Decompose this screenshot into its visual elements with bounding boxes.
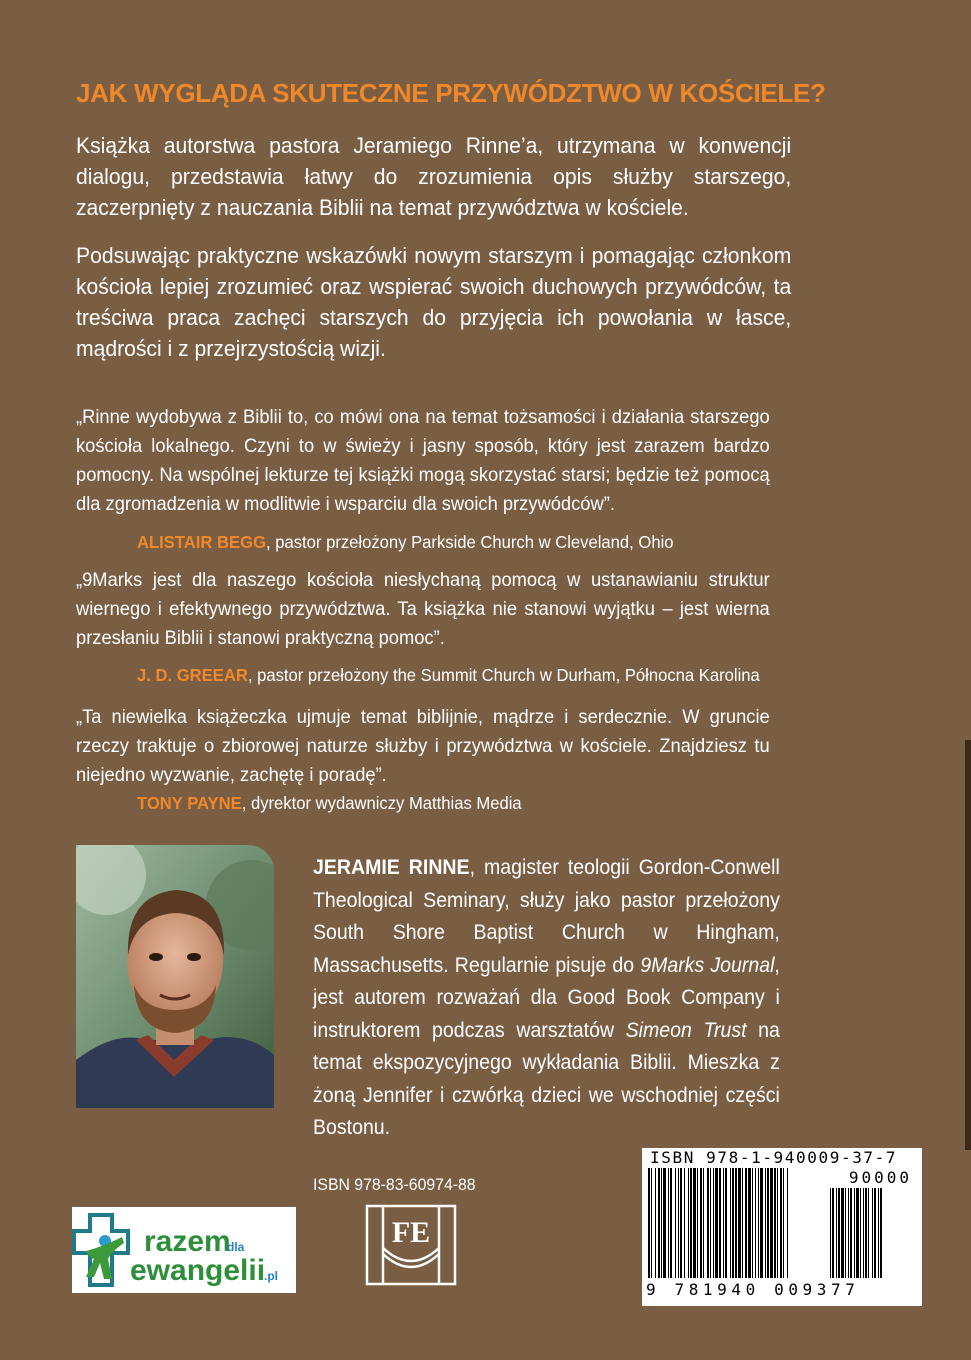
barcode-bar — [658, 1168, 660, 1278]
barcode-bar — [697, 1168, 698, 1278]
isbn-barcode — [642, 1148, 922, 1306]
barcode-bar — [715, 1168, 718, 1278]
barcode-bar — [745, 1168, 747, 1278]
endorser-role: , pastor przełożony the Summit Church w Durham, Północna Karolina — [247, 665, 760, 685]
endorsement-attribution-3 — [137, 793, 522, 814]
barcode-bar — [693, 1168, 696, 1278]
barcode-bar — [678, 1168, 679, 1278]
barcode-addon-bar — [865, 1188, 867, 1278]
barcode-bar — [680, 1168, 682, 1278]
barcode-bar — [777, 1168, 778, 1278]
barcode-bar — [725, 1168, 727, 1278]
barcode-bar — [651, 1168, 652, 1278]
barcode-addon-bar — [830, 1188, 831, 1278]
barcode-addon-bar — [868, 1188, 869, 1278]
fe-logo-text: FE — [391, 1216, 431, 1249]
barcode-bar — [690, 1168, 692, 1278]
barcode-addon-bar — [848, 1188, 849, 1278]
barcode-bar — [675, 1168, 676, 1278]
endorser-name: TONY PAYNE — [137, 793, 242, 813]
barcode-bar — [755, 1168, 756, 1278]
barcode-bar — [760, 1168, 763, 1278]
razem-logo-graphic — [72, 1207, 296, 1293]
barcode-isbn-line: ISBN 978-1-940009-37-7 — [650, 1148, 898, 1167]
endorser-name: J. D. GREEAR — [137, 665, 248, 685]
description-paragraph-2: Podsuwając praktyczne wskazówki nowym starszym i pomagając członkom kościoła lepiej zrozumieć oraz wspierać swoich duchowych przywódców, ta treściwa praca zachęci starszych do przyjęcia ich powołania w łasce, mądrości i z przejrzystością wizji. — [76, 243, 792, 361]
author-name: JERAMIE RINNE — [313, 856, 470, 879]
barcode-bar — [765, 1168, 766, 1278]
barcode-bar — [648, 1168, 650, 1278]
barcode-price-code: 90000 — [848, 1168, 912, 1187]
barcode-bar — [703, 1168, 704, 1278]
barcode-bar — [670, 1168, 672, 1278]
bio-text-2: , jest autorem rozważań dla Good Book Company i instruktorem podczas warsztatów — [313, 953, 780, 1042]
barcode-addon-bar — [856, 1188, 859, 1278]
endorsement-quote-2: „9Marks jest dla naszego kościoła niesłychaną pomocą w ustanawianiu struktur wiernego i efektywnego przywództwa. Ta książka nie stanowi wyjątku – jest wierna przesłaniu Biblii i stanowi praktyczną pomoc”. — [76, 569, 770, 649]
barcode-bar — [663, 1168, 666, 1278]
author-photo — [76, 845, 274, 1108]
barcode-bar — [787, 1168, 788, 1278]
isbn-label: ISBN 978-83-60974-88 — [313, 1175, 476, 1194]
barcode-bar — [688, 1168, 689, 1278]
razem-dla-ewangelii-logo — [72, 1207, 296, 1293]
razem-suffix-text: .pl — [264, 1269, 278, 1283]
barcode-bar — [752, 1168, 753, 1278]
barcode-addon-bar — [836, 1188, 837, 1278]
barcode-bar — [713, 1168, 714, 1278]
bio-text-1: , magister teologii Gordon-Conwell Theological Seminary, służy jako pastor przełożony South Shore Baptist Church w Hingham, Massachusetts. Regularnie pisuje do — [313, 856, 780, 977]
barcode-addon-bar — [832, 1188, 834, 1278]
barcode-bar — [684, 1168, 685, 1278]
author-bio — [313, 852, 780, 1145]
barcode-bar — [783, 1168, 784, 1278]
barcode-bar — [668, 1168, 669, 1278]
barcode-bar — [767, 1168, 769, 1278]
barcode-bar — [655, 1168, 656, 1278]
barcode-addon-bar — [874, 1188, 876, 1278]
barcode-bar — [735, 1168, 737, 1278]
barcode-bar — [710, 1168, 711, 1278]
barcode-addon-bar — [863, 1188, 864, 1278]
barcode-addon-bar — [838, 1188, 840, 1278]
barcode-bar — [774, 1168, 776, 1278]
barcode-addon-bar — [841, 1188, 844, 1278]
barcode-ean-digits: 9 781940 009377 — [646, 1280, 860, 1299]
endorsement-quote-3: „Ta niewielka książeczka ujmuje temat biblijnie, mądrze i serdecznie. W gruncie rzeczy traktuje o zbiorowej naturze służby i przywództwa w kościele. Znajdziesz tu niejedno wyzwanie, zachętę i poradę”. — [76, 706, 770, 786]
barcode-bar — [700, 1168, 702, 1278]
barcode-addon-bar — [845, 1188, 846, 1278]
barcode-bar — [707, 1168, 709, 1278]
fe-logo-graphic — [363, 1204, 459, 1288]
bio-trust-name: Simeon Trust — [625, 1018, 747, 1042]
barcode-addon-bar — [854, 1188, 855, 1278]
barcode-bar — [732, 1168, 734, 1278]
barcode-addon-bar — [850, 1188, 852, 1278]
barcode-bar — [723, 1168, 724, 1278]
ewangelii-text: ewangelii — [130, 1254, 266, 1287]
endorsement-attribution-1 — [137, 532, 674, 553]
bio-journal-title: 9Marks Journal — [640, 953, 775, 977]
razem-dla-text: dla — [227, 1240, 245, 1254]
headline: JAK WYGLĄDA SKUTECZNE PRZYWÓDZTWO W KOŚCIELE? — [76, 78, 826, 108]
barcode-bar — [661, 1168, 662, 1278]
fe-publisher-logo — [363, 1204, 459, 1288]
bio-text-3: na temat ekspozycyjnego wykładania Biblii. Mieszka z żoną Jennifer i czwórką dzieci we wschodniej części Bostonu. — [313, 1018, 780, 1139]
endorser-role: , pastor przełożony Parkside Church w Cleveland, Ohio — [266, 532, 674, 552]
barcode-bar — [758, 1168, 759, 1278]
endorser-role: , dyrektor wydawniczy Matthias Media — [241, 793, 522, 813]
barcode-bar — [730, 1168, 731, 1278]
description-paragraph-1: Książka autorstwa pastora Jeramiego Rinne’a, utrzymana w konwencji dialogu, przedstawia łatwy do zrozumienia opis służby starszego, zaczerpnięty z nauczania Biblii na temat przywództwa w kościele. — [76, 133, 792, 220]
page-edge-bar — [965, 740, 971, 1150]
author-portrait-image — [76, 845, 274, 1108]
endorsement-attribution-2 — [137, 665, 760, 686]
barcode-addon-bar — [860, 1188, 861, 1278]
endorsement-quote-1: „Rinne wydobywa z Biblii to, co mówi ona na temat tożsamości i działania starszego kościoła lokalnego. Czyni to w świeży i jasny sposób, który jest zarazem bardzo pomocny. Na wspólnej lekturze tej książki mogą skorzystać starsi; będzie też pomocą dla zgromadzenia w modlitwie i wsparciu dla swoich przywódców”. — [76, 406, 770, 515]
razem-text: razem — [144, 1225, 231, 1258]
barcode-bar — [719, 1168, 721, 1278]
endorser-name: ALISTAIR BEGG — [137, 532, 267, 552]
barcode-addon-bar — [880, 1188, 882, 1278]
barcode-bar — [748, 1168, 751, 1278]
barcode-bar — [770, 1168, 773, 1278]
barcode-bar — [780, 1168, 782, 1278]
barcode-addon-bar — [878, 1188, 879, 1278]
barcode-addon-bar — [872, 1188, 873, 1278]
barcode-bar — [742, 1168, 743, 1278]
barcode-bar — [738, 1168, 741, 1278]
